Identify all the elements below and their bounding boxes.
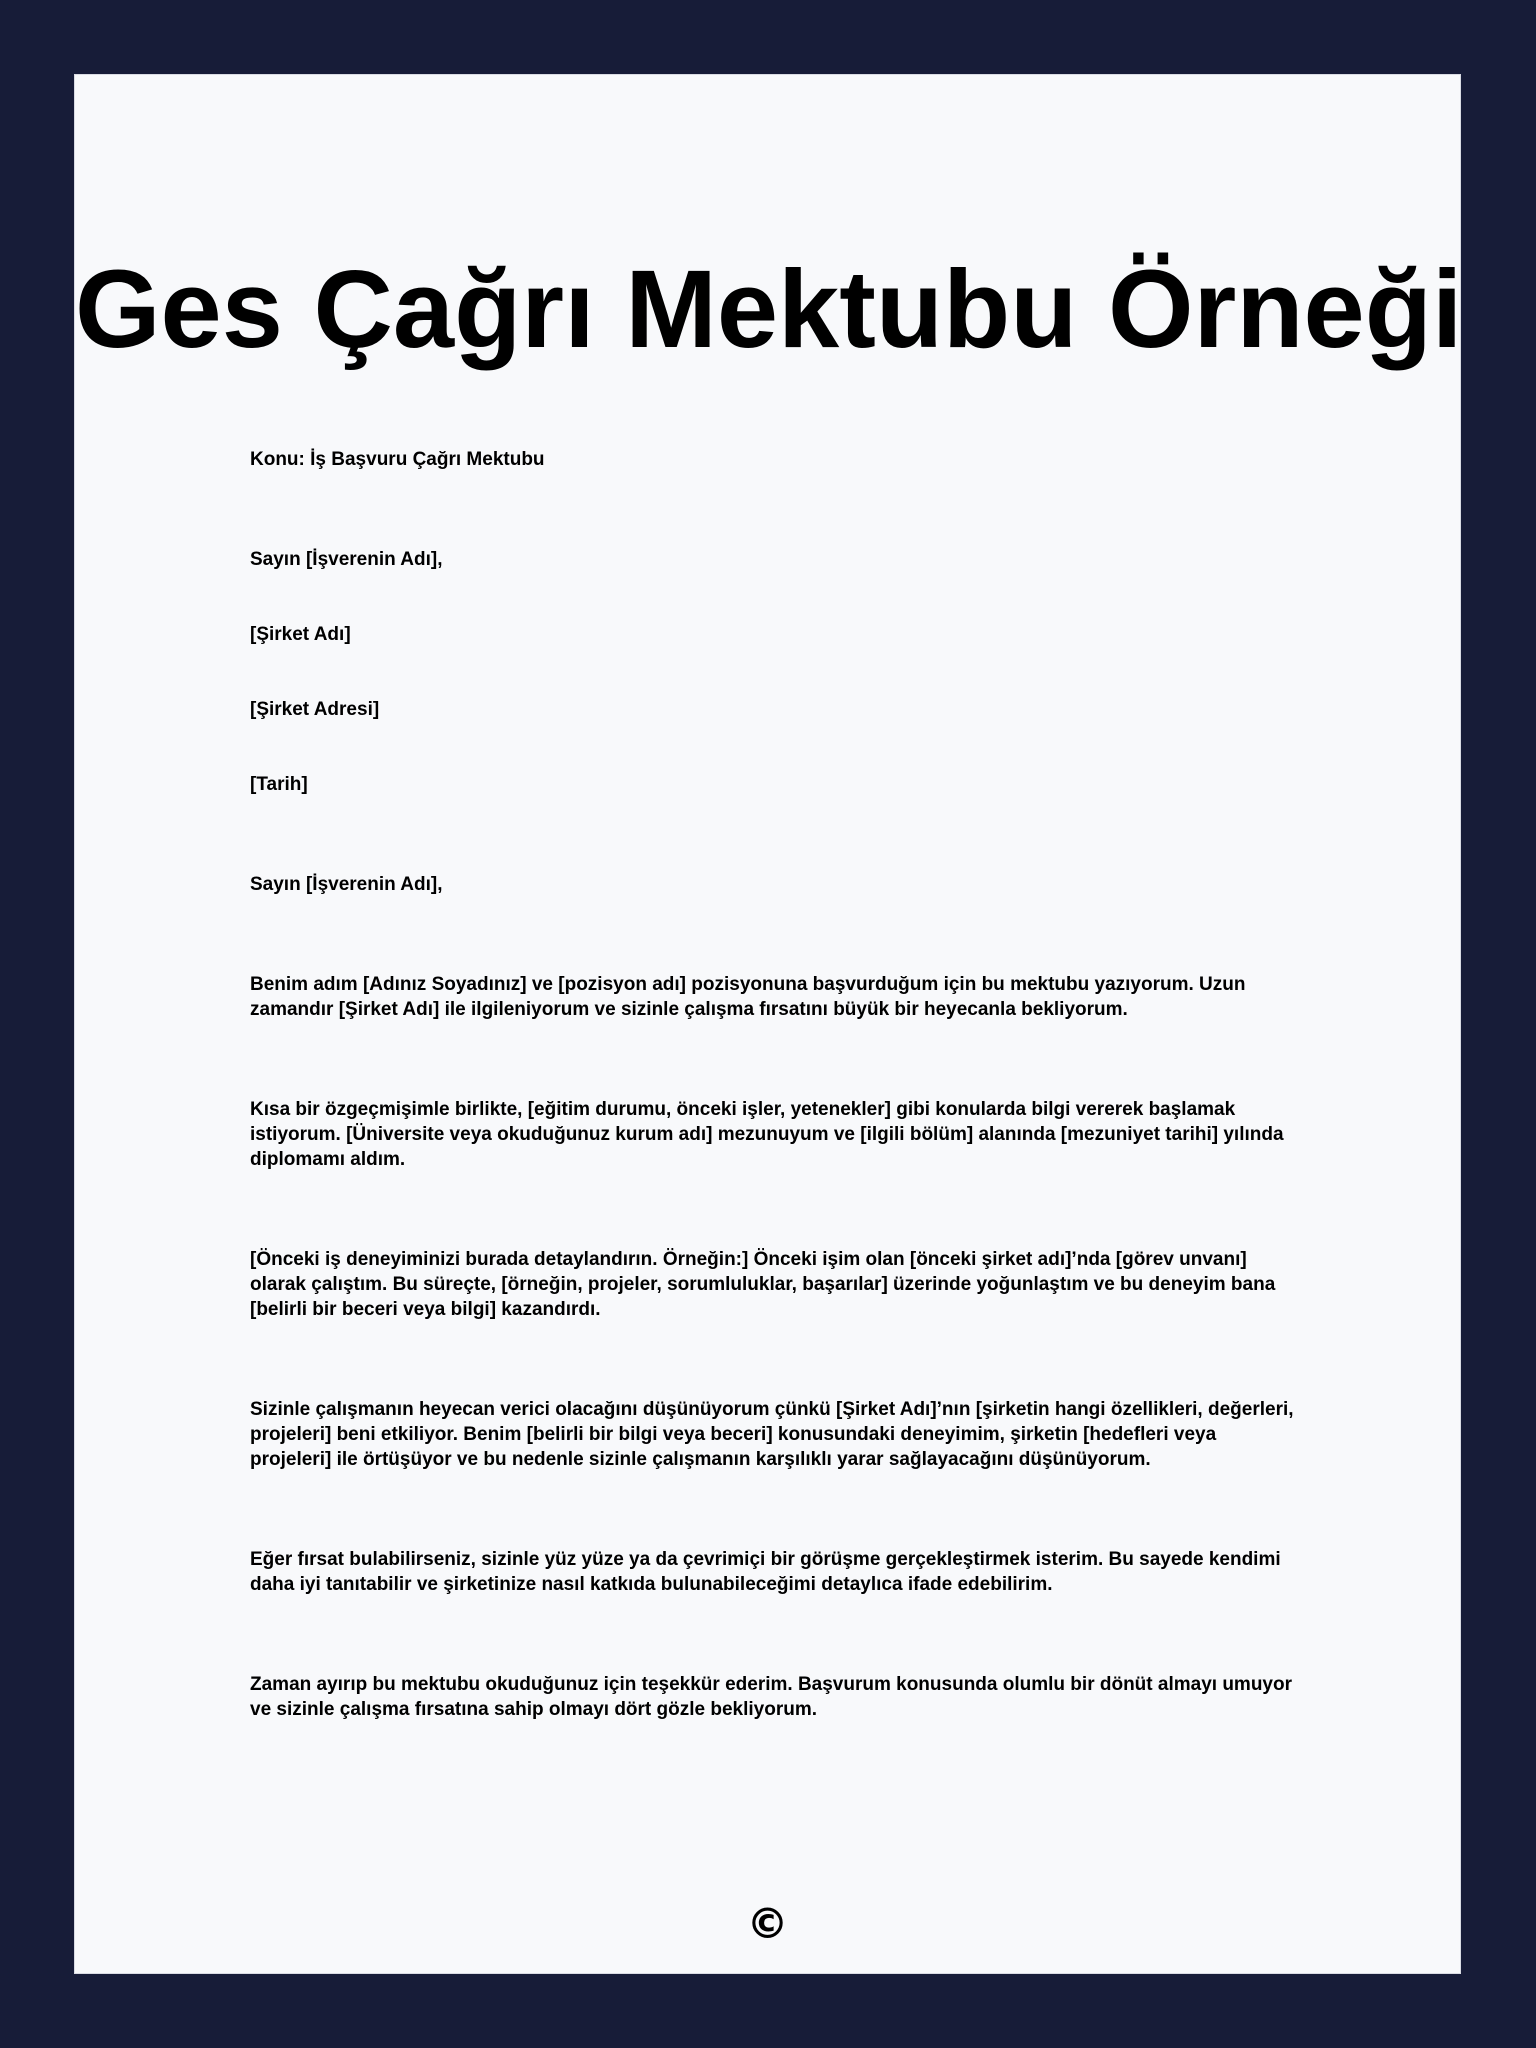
paragraph-education: Kısa bir özgeçmişimle birlikte, [eğitim durumu, önceki işler, yetenekler] gibi konularda bilgi vererek başlamak istiyorum. [Üniversite veya okuduğunuz kurum adı] mezunuyum ve [ilgili bölüm] alanında [mezuniyet tarihi] yılında diplomamı aldım. (250, 1099, 1284, 1170)
company-address: [Şirket Adresi] (250, 699, 380, 720)
date-line: [Tarih] (250, 774, 308, 795)
paragraph-experience: [Önceki iş deneyiminizi burada detaylandırın. Örneğin:] Önceki işim olan [önceki şirket adı]’nda [görev unvanı] olarak çalıştım. Bu süreçte, [örneğin, projeler, sorumluluklar, başarılar] üzerinde yoğunlaştım ve bu deneyim bana [belirli bir beceri veya bilgi] kazandırdı. (250, 1249, 1276, 1320)
salutation: Sayın [İşverenin Adı], (250, 874, 443, 895)
document-title: Ges Çağrı Mektubu Örneği (75, 248, 1463, 371)
paragraph-motivation: Sizinle çalışmanın heyecan verici olacağını düşünüyorum çünkü [Şirket Adı]’nın [şirketin hangi özellikleri, değerleri, projeleri] beni etkiliyor. Benim [belirli bir bilgi veya beceri] konusundaki deneyimim, şirketin [hedefleri veya projeleri] ile örtüşüyor ve bu nedenle sizinle çalışmanın karşılıklı yarar sağlayacağını düşünüyorum. (250, 1399, 1294, 1470)
paragraph-intro: Benim adım [Adınız Soyadınız] ve [pozisyon adı] pozisyonuna başvurduğum için bu mektubu yazıyorum. Uzun zamandır [Şirket Adı] ile ilgileniyorum ve sizinle çalışma fırsatını büyük bir heyecanla bekliyorum. (250, 974, 1246, 1020)
recipient-line: Sayın [İşverenin Adı], (250, 549, 443, 570)
document-page (74, 74, 1461, 1974)
company-name: [Şirket Adı] (250, 624, 351, 645)
copyright-icon: © (746, 1899, 789, 1948)
paragraph-closing: Zaman ayırıp bu mektubu okuduğunuz için teşekkür ederim. Başvurum konusunda olumlu bir dönüt almayı umuyor ve sizinle çalışma fırsatına sahip olmayı dört gözle bekliyorum. (250, 1674, 1292, 1720)
subject-line: Konu: İş Başvuru Çağrı Mektubu (250, 449, 545, 470)
letter-body (250, 447, 1295, 1722)
paragraph-interview: Eğer fırsat bulabilirseniz, sizinle yüz yüze ya da çevrimiçi bir görüşme gerçekleştirmek isterim. Bu sayede kendimi daha iyi tanıtabilir ve şirketinize nasıl katkıda bulunabileceğimi detaylıca ifade edebilirim. (250, 1549, 1281, 1595)
